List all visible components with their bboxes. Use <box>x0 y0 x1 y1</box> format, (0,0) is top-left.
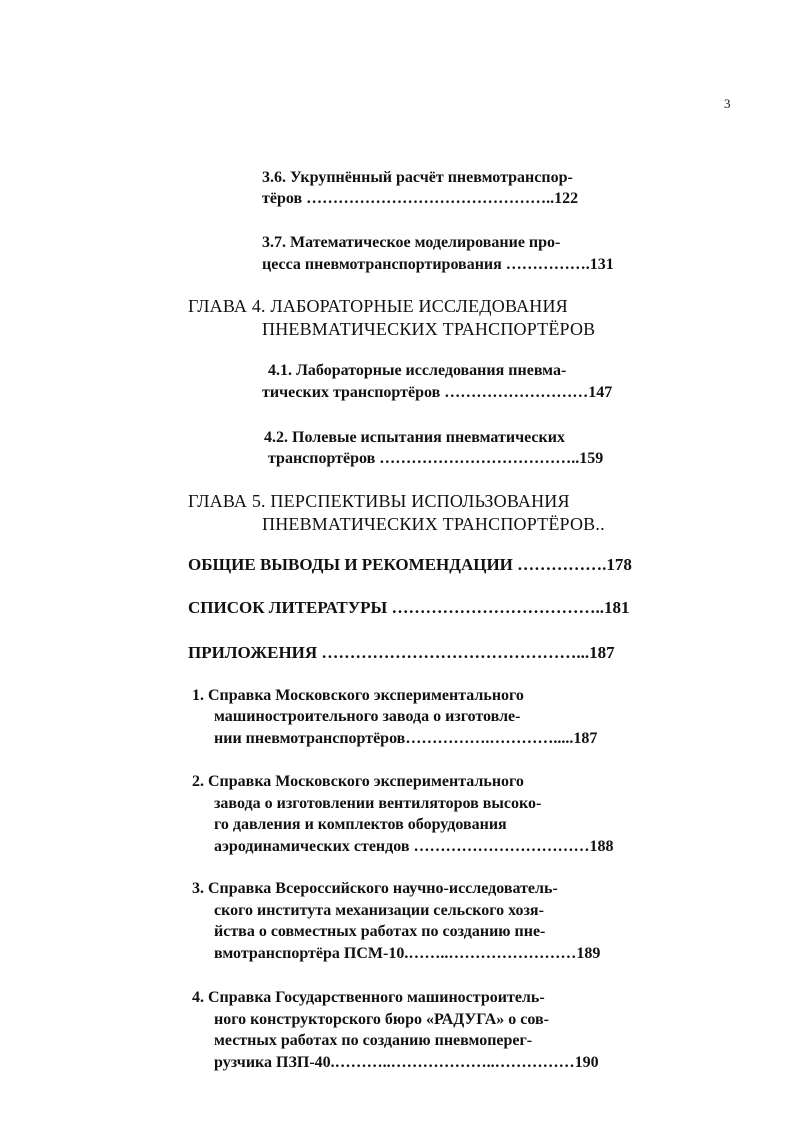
toc-entry-4-2-line2: транспортёров ………………………………..159 <box>268 450 604 467</box>
toc-appendix-4-line4: рузчика ПЗП-40.………..………………..……………190 <box>214 1054 599 1071</box>
toc-appendix-3-line1: 3. Справка Всероссийского научно-исследователь- <box>192 880 558 897</box>
toc-appendix-2-line4: аэродинамических стендов ……………………………188 <box>214 838 614 855</box>
toc-entry-4-1-line2: тических транспортёров ………………………147 <box>262 384 613 401</box>
toc-chapter-4-line1: ГЛАВА 4. ЛАБОРАТОРНЫЕ ИССЛЕДОВАНИЯ <box>188 296 568 316</box>
toc-chapter-5-line1: ГЛАВА 5. ПЕРСПЕКТИВЫ ИСПОЛЬЗОВАНИЯ <box>188 491 570 511</box>
toc-appendix-4-line1: 4. Справка Государственного машиностроитель- <box>192 989 545 1006</box>
toc-appendix-2-line1: 2. Справка Московского экспериментального <box>192 773 524 790</box>
toc-entry-4-1-line1: 4.1. Лабораторные исследования пневма- <box>268 362 567 379</box>
toc-entry-3-6-line2: тёров ………………………………………..122 <box>262 190 579 207</box>
toc-appendix-2-line2: завода о изготовлении вентиляторов высоко- <box>214 795 542 812</box>
toc-entry-3-7-line1: 3.7. Математическое моделирование про- <box>262 234 561 251</box>
toc-appendix-4-line2: ного конструкторского бюро «РАДУГА» о сов- <box>214 1011 549 1028</box>
toc-entry-3-6-line1: 3.6. Укрупнённый расчёт пневмотранспор- <box>262 169 573 186</box>
toc-entry-3-7-line2: цесса пневмотранспортирования …………….131 <box>262 256 614 273</box>
toc-appendix-1-line2: машиностроительного завода о изготовле- <box>214 708 521 725</box>
toc-appendix-1-line1: 1. Справка Московского экспериментального <box>192 687 524 704</box>
toc-appendix-3-line4: вмотранспортёра ПСМ-10.……..……………………189 <box>214 945 601 962</box>
toc-chapter-5-line2: ПНЕВМАТИЧЕСКИХ ТРАНСПОРТЁРОВ.. <box>262 514 605 534</box>
toc-appendix-1-line3: нии пневмотранспортёров…………….………….....187 <box>214 730 598 747</box>
toc-appendix-4-line3: местных работах по созданию пневмоперег- <box>214 1032 533 1049</box>
toc-appendices: ПРИЛОЖЕНИЯ ………………………………………...187 <box>188 643 615 662</box>
toc-conclusions: ОБЩИЕ ВЫВОДЫ И РЕКОМЕНДАЦИИ …………….178 <box>188 555 632 574</box>
toc-appendix-2-line3: го давления и комплектов оборудования <box>214 816 507 833</box>
toc-appendix-3-line2: ского института механизации сельского хозя- <box>214 902 544 919</box>
toc-appendix-3-line3: йства о совместных работах по созданию пне- <box>214 923 546 940</box>
page-number: 3 <box>724 96 731 111</box>
toc-literature: СПИСОК ЛИТЕРАТУРЫ ………………………………..181 <box>188 598 630 617</box>
toc-entry-4-2-line1: 4.2. Полевые испытания пневматических <box>264 429 565 446</box>
toc-chapter-4-line2: ПНЕВМАТИЧЕСКИХ ТРАНСПОРТЁРОВ <box>262 319 596 339</box>
